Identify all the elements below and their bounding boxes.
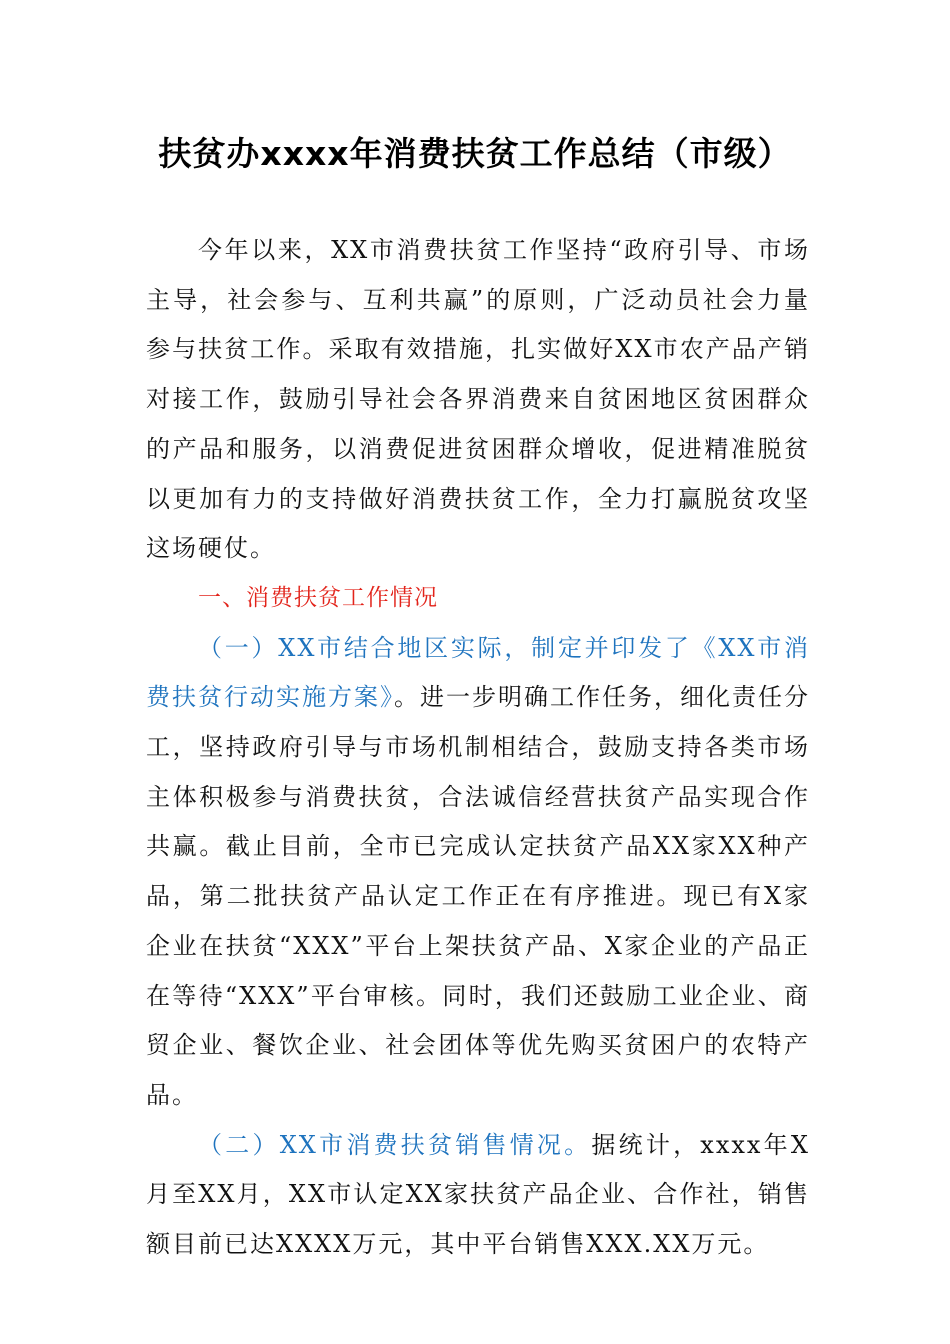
item-2-paragraph [146,1121,810,1270]
document-title: 扶贫办xxxx年消费扶贫工作总结（市级） [158,134,792,173]
item-1-body: 。进一步明确工作任务，细化责任分工，坚持政府引导与市场机制相结合，鼓励支持各类市场主体积极参与消费扶贫，合法诚信经营扶贫产品实现合作共赢。截止目前，全市已完成认定扶贫产品XX家XX种产品，第二批扶贫产品认定工作正在有序推进。现已有X家企业在扶贫“XXX”平台上架扶贫产品、X家企业的产品正在等待“XXX”平台审核。同时，我们还鼓励工业企业、商贸企业、餐饮企业、社会团体等优先购买贫困户的农特产品。 [146,683,810,1109]
item-2-lead: （二）XX市消费扶贫销售情况。 [198,1130,592,1159]
section-heading: 一、消费扶贫工作情况 [198,584,438,611]
document-body [146,226,810,1270]
intro-paragraph: 今年以来，XX市消费扶贫工作坚持“政府引导、市场主导，社会参与、互利共赢”的原则，广泛动员社会力量参与扶贫工作。采取有效措施，扎实做好XX市农产品产销对接工作，鼓励引导社会各界消费来自贫困地区贫困群众的产品和服务，以消费促进贫困群众增收，促进精准脱贫以更加有力的支持做好消费扶贫工作，全力打赢脱贫攻坚这场硬仗。 [146,236,810,563]
item-1-lead: （一）XX市结合地区实际，制定并印发了《XX市消费扶贫行动实施方案》 [146,633,810,712]
item-1-paragraph [146,624,810,1121]
item-2-body: 据统计，xxxx年X月至XX月，XX市认定XX家扶贫产品企业、合作社，销售额目前已达XXXX万元，其中平台销售XXX.XX万元。 [146,1130,810,1259]
